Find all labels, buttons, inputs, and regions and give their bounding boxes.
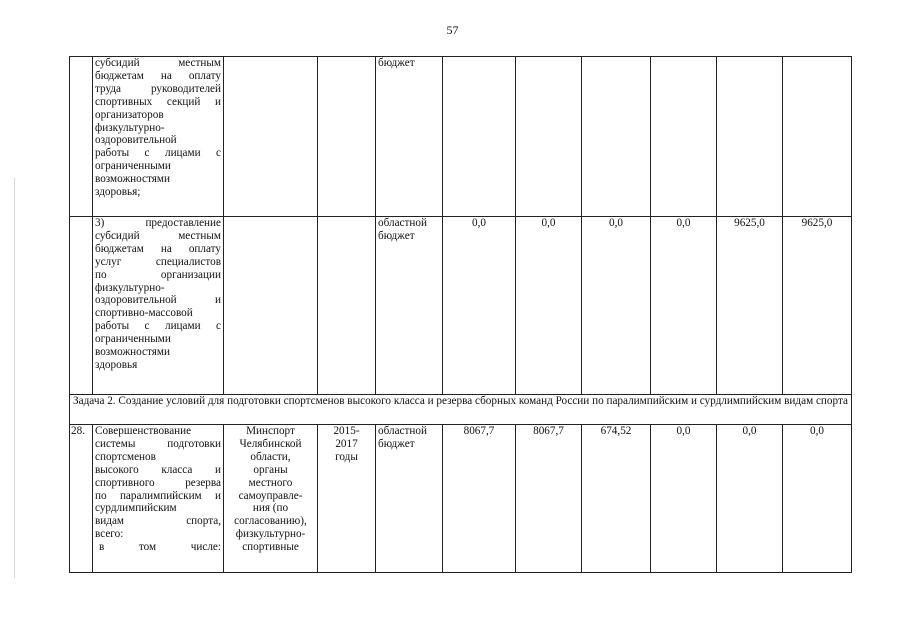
text-line: ограниченными: [95, 333, 171, 346]
value-text: 8067,7: [463, 425, 495, 437]
cell-value-5: [717, 217, 783, 395]
text-line: областной: [378, 217, 427, 229]
text-line: местного: [248, 476, 293, 489]
cell-number-empty: [70, 217, 93, 395]
cell-value-2: [516, 425, 582, 573]
cell-value-empty: [443, 57, 516, 217]
text-line: работы с лицами с: [95, 320, 221, 333]
page-number: 57: [446, 23, 459, 37]
value-text: 0,0: [676, 425, 691, 437]
text-line: 3) предоставление: [95, 217, 221, 229]
text-line: ограниченными: [95, 160, 171, 173]
text-line: всего:: [95, 528, 124, 541]
text-line: сурдлимпийским: [95, 502, 177, 515]
scan-edge-line: [14, 178, 15, 578]
text-line: организаторов: [95, 108, 164, 121]
value-text: 0,0: [810, 425, 824, 437]
text-line: субсидий местным: [95, 57, 221, 69]
text-line: труда руководителей: [95, 82, 221, 95]
table-row-continued-2: [70, 217, 852, 395]
text-line: здоровья;: [95, 186, 141, 199]
value-text: 0,0: [472, 217, 486, 229]
cell-executor-empty: [224, 217, 318, 395]
value-text: 0,0: [541, 217, 556, 229]
cell-value-3: [582, 425, 651, 573]
text-line: видам спорта,: [95, 515, 221, 528]
text-line: субсидий местным: [95, 229, 221, 242]
cell-value-4: [651, 425, 717, 573]
cell-value-6: [783, 425, 852, 573]
text-line: Минспорт: [246, 425, 295, 437]
cell-value-empty: [582, 57, 651, 217]
text-line: спортивные: [242, 541, 299, 554]
cell-value-1: [443, 217, 516, 395]
text-line: системы подготовки: [95, 437, 221, 450]
text-line: Совершенствование: [95, 425, 192, 437]
cell-period-empty: [318, 217, 376, 395]
text-line: по паралимпийским и: [95, 489, 221, 502]
text-line: областной: [378, 425, 427, 437]
value-text: 8067,7: [533, 425, 564, 437]
cell-value-5: [717, 425, 783, 573]
text-line: физкультурно-: [95, 121, 165, 134]
value-text: 0,0: [609, 217, 623, 229]
text-line: оздоровительной и: [95, 294, 221, 307]
text-line: спортсменов: [95, 450, 156, 463]
cell-value-empty: [717, 57, 783, 217]
cell-period-empty: [318, 57, 376, 217]
cell-value-empty: [783, 57, 852, 217]
cell-executor-empty: [224, 57, 318, 217]
text-line: услуг специалистов: [95, 255, 221, 268]
text-line: Челябинской: [239, 437, 302, 450]
text-line: высокого класса и: [95, 463, 221, 476]
cell-period: [318, 425, 376, 573]
cell-description-part-1: [93, 57, 224, 217]
source-text: бюджет: [378, 57, 415, 69]
text-line: физкультурно-: [95, 281, 165, 294]
cell-row-number: [70, 425, 93, 573]
text-line: области,: [250, 450, 291, 463]
value-text: 674,52: [600, 425, 632, 437]
text-line: в том числе:: [99, 541, 221, 554]
text-line: 2017: [335, 437, 358, 450]
cell-source: [376, 425, 443, 573]
value-text: 0,0: [742, 425, 757, 437]
row-number: 28.: [71, 425, 85, 437]
cell-value-empty: [651, 57, 717, 217]
value-text: 0,0: [676, 217, 691, 229]
cell-value-2: [516, 217, 582, 395]
text-line: спортивных секций и: [95, 95, 221, 108]
value-text: 9625,0: [734, 217, 765, 229]
cell-value-4: [651, 217, 717, 395]
text-line: 2015-: [333, 425, 360, 437]
text-line: ния (по: [252, 502, 289, 515]
cell-value-6: [783, 217, 852, 395]
text-line: органы: [253, 463, 288, 476]
value-text: 9625,0: [801, 217, 833, 229]
text-line: здоровья: [95, 358, 138, 371]
cell-number-empty: [70, 57, 93, 217]
text-line: оздоровительной: [95, 134, 177, 147]
text-line: бюджет: [378, 229, 415, 242]
cell-source-top: [376, 57, 443, 217]
cell-value-3: [582, 217, 651, 395]
program-table: [69, 56, 852, 573]
text-line: бюджетам на оплату: [95, 242, 221, 255]
text-line: возможностями: [95, 173, 170, 186]
task-header-row: [70, 395, 852, 425]
text-line: спортивного резерва: [95, 476, 221, 489]
text-line: по организации: [95, 268, 221, 281]
text-line: бюджет: [378, 437, 415, 450]
text-line: согласованию),: [234, 515, 307, 528]
table-row-continued-1: [70, 57, 852, 217]
table-row-28: [70, 425, 852, 573]
cell-executor: [224, 425, 318, 573]
text-line: самоуправле-: [238, 489, 303, 502]
cell-description-part-2: [93, 217, 224, 395]
text-line: работы с лицами с: [95, 147, 221, 160]
task-header: Задача 2. Создание условий для подготовки спортсменов высокого класса и резерва сборных команд России по паралимпийским и сурдлимпийским видам спорта: [70, 395, 852, 425]
cell-source-regional: [376, 217, 443, 395]
cell-value-empty: [516, 57, 582, 217]
text-line: возможностями: [95, 346, 170, 359]
text-line: спортивно-массовой: [95, 307, 193, 320]
cell-description: [93, 425, 224, 573]
text-line: годы: [335, 450, 358, 463]
cell-value-1: [443, 425, 516, 573]
text-line: физкультурно-: [235, 528, 306, 541]
text-line: бюджетам на оплату: [95, 69, 221, 82]
